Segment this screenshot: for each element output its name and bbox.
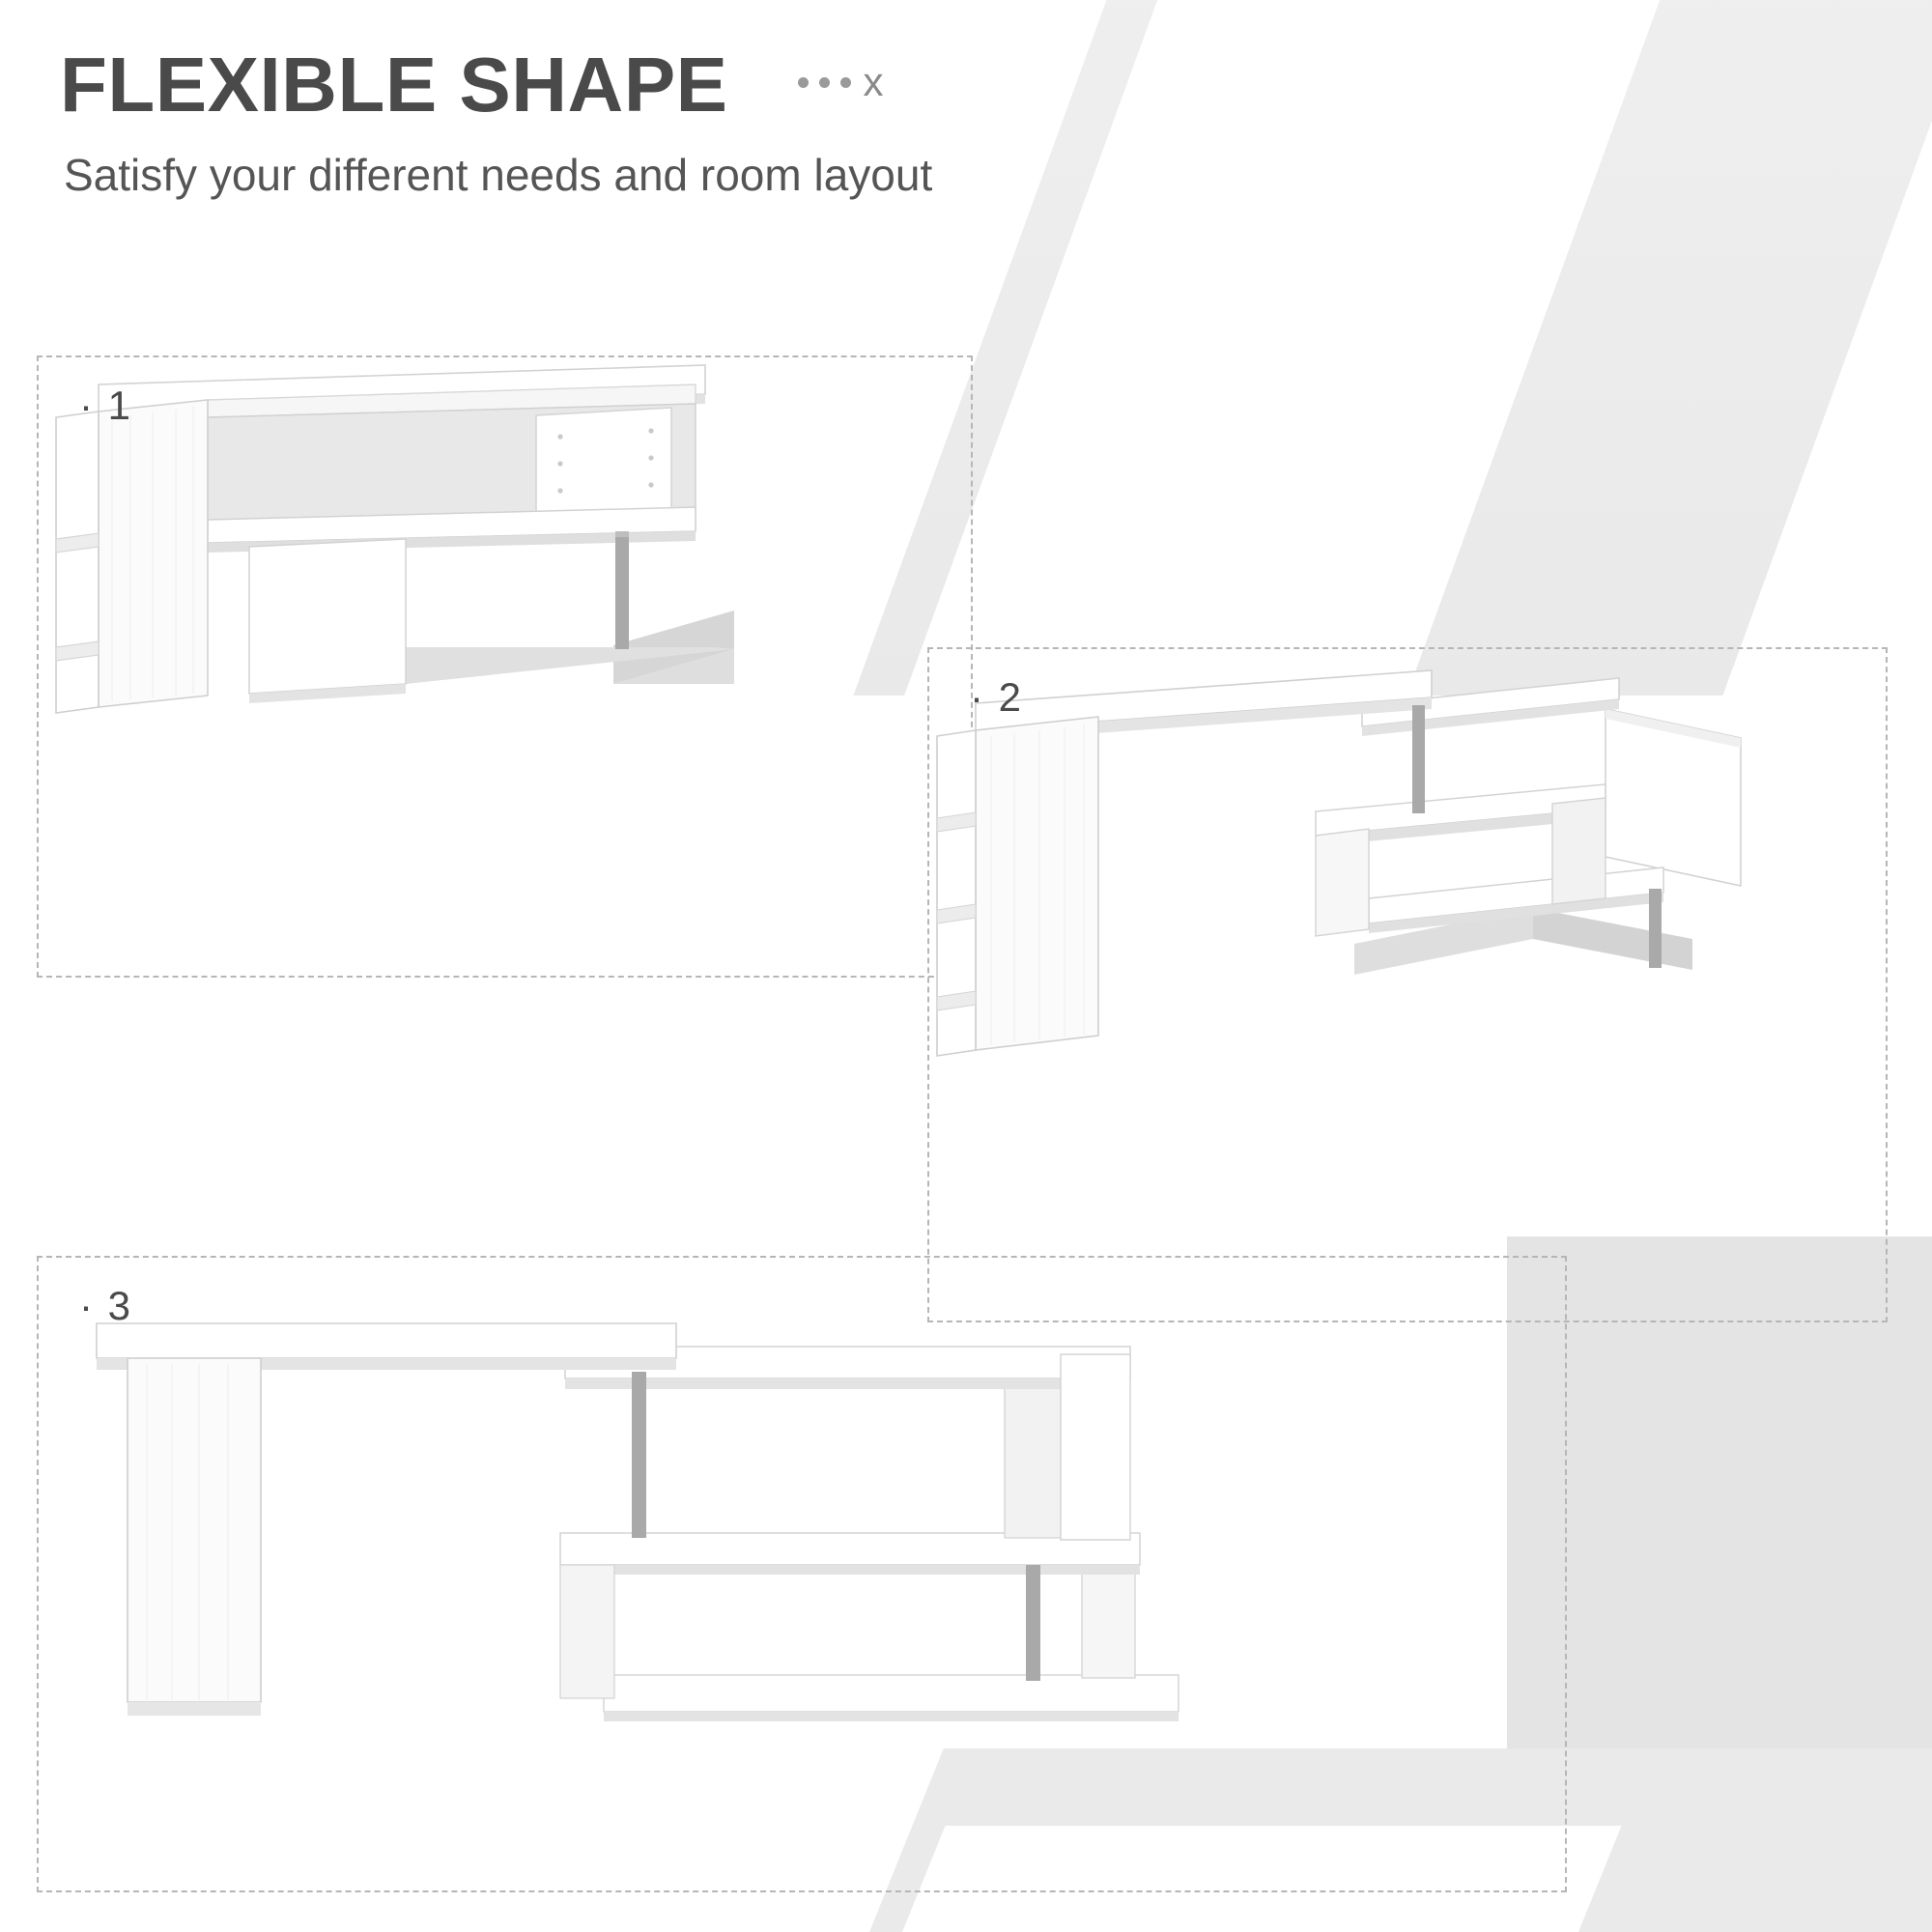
panel-configuration-3 [37, 1256, 1567, 1892]
panel-2-label: · 2 [970, 674, 1024, 720]
page-subtitle: Satisfy your different needs and room layout [64, 150, 933, 200]
x-mark-icon: x [863, 59, 884, 104]
title-decoration [798, 59, 884, 108]
header [60, 42, 933, 202]
desk-illustration-3 [39, 1258, 1565, 1890]
dot-icon [819, 77, 830, 88]
dot-icon [798, 77, 809, 88]
panel-1-label: · 1 [79, 383, 133, 428]
desk-illustration-2 [929, 649, 1886, 1321]
title-row [60, 42, 932, 128]
desk-illustration-1 [39, 357, 971, 976]
panel-configuration-1 [37, 355, 973, 978]
panel-3-label: · 3 [79, 1283, 133, 1328]
page-title: FLEXIBLE SHAPE [60, 42, 728, 128]
panel-configuration-2 [927, 647, 1888, 1322]
dot-icon [840, 77, 851, 88]
